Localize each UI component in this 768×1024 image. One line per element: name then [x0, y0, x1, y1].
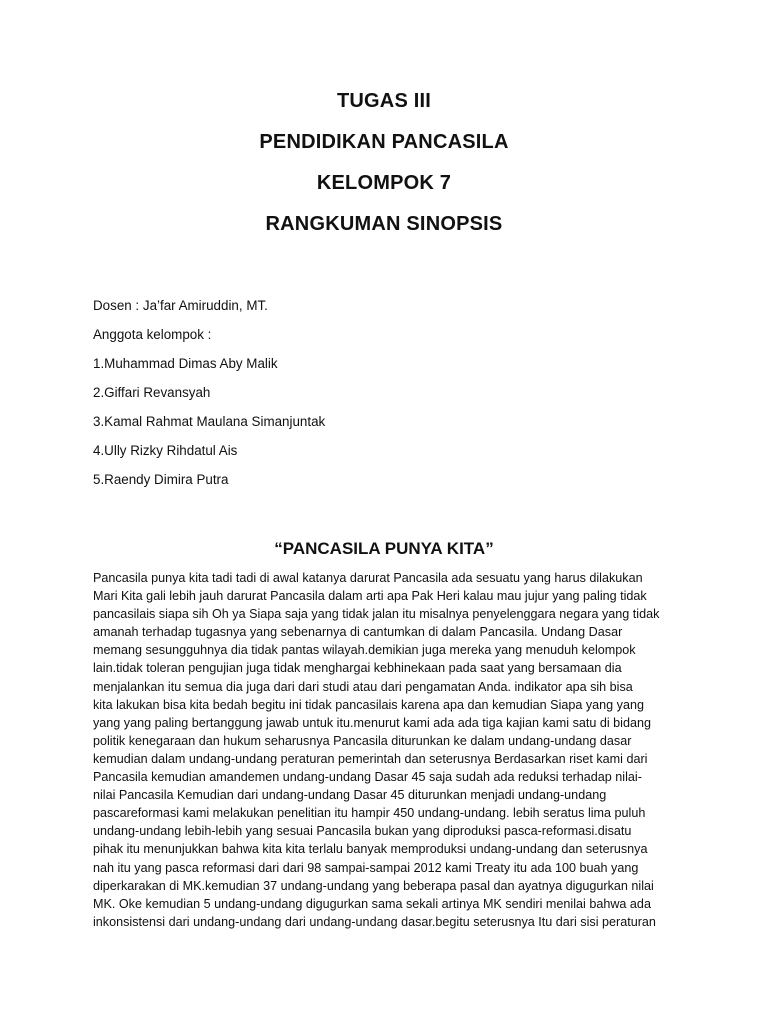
essay-line: kita lakukan bisa kita bedah begitu ini tidak pancasilais karena apa dan kemudian Siapa yang yang [93, 697, 644, 712]
essay-line: yang yang paling bertanggung jawab untuk itu.menurut kami ada ada tiga kajian kami satu di bidang [93, 715, 651, 730]
essay-line: nilai Pancasila Kemudian dari undang-undang Dasar 45 diturunkan menjadi undang-undang [93, 788, 607, 803]
essay-line: memang sesungguhnya dia tidak pantas wilayah.demikian juga mereka yang menuduh kelompok [93, 643, 636, 658]
essay-line: pihak itu menunjukkan bahwa kita kita terlalu banyak memproduksi undang-undang dan seterusnya [93, 842, 648, 857]
essay-line: undang-undang lebih-lebih yang sesuai Pancasila bukan yang diproduksi pasca-reformasi.disatu [93, 824, 632, 839]
member-item: 5.Raendy Dimira Putra [93, 472, 229, 487]
essay-body [93, 569, 683, 931]
essay-line: Pancasila kemudian amandemen undang-undang Dasar 45 saja sudah ada reduksi terhadap nilai- [93, 770, 642, 785]
essay-line: diperkarakan di MK.kemudian 37 undang-undang yang beberapa pasal dan ayatnya digugurkan nilai [93, 878, 654, 893]
meta-block [93, 297, 693, 500]
essay-line: politik kenegaraan dan hukum seharusnya Pancasila diturunkan ke dalam undang-undang dasar [93, 733, 632, 748]
title-group: KELOMPOK 7 [316, 172, 452, 194]
essay-line: inkonsistensi dari undang-undang dari undang-undang dasar.begitu seterusnya Itu dari sisi peraturan [93, 914, 656, 929]
essay-line: Pancasila punya kita tadi tadi di awal katanya darurat Pancasila ada sesuatu yang harus dilakukan [93, 571, 643, 585]
essay-line: pascareformasi kami melakukan penelitian itu hampir 450 undang-undang. lebih seratus lima puluh [93, 806, 646, 821]
essay-line: Mari Kita gali lebih jauh darurat Pancasila dalam arti apa Pak Heri kalau mau jujur yang paling tidak [93, 589, 647, 604]
essay-line: kemudian dalam undang-undang peraturan pemerintah dan seterusnya Berdasarkan riset kami dari [93, 751, 648, 766]
lecturer-line: Dosen : Ja’far Amiruddin, MT. [93, 298, 268, 313]
title-assignment: TUGAS III [336, 90, 432, 112]
essay-line: lain.tidak toleran pengujian juga tidak menghargai kebhinekaan pada saat yang bersamaan dia [93, 661, 622, 676]
member-item: 4.Ully Rizky Rihdatul Ais [93, 443, 238, 458]
essay-line: MK. Oke kemudian 5 undang-undang digugurkan sama sekali artinya MK sendiri menilai bahwa ada [93, 896, 651, 911]
title-block [0, 88, 768, 252]
essay-line: pancasilais siapa sih Oh ya Siapa saja yang tidak jalan itu misalnya penyelenggara negara yang tidak [93, 607, 660, 622]
member-item: 2.Giffari Revansyah [93, 385, 211, 400]
member-item: 1.Muhammad Dimas Aby Malik [93, 356, 278, 371]
title-course: PENDIDIKAN PANCASILA [259, 131, 509, 153]
essay-line: menjalankan itu semua dia juga dari dari studi atau dari pengamatan Anda. indikator apa sih bisa [93, 679, 633, 694]
members-label: Anggota kelompok : [93, 327, 212, 342]
essay-line: nah itu yang pasca reformasi dari dari 98 sampai-sampai 2012 kami Treaty itu ada 100 buah yang [93, 860, 639, 875]
title-summary: RANGKUMAN SINOPSIS [265, 213, 503, 235]
essay-title: “PANCASILA PUNYA KITA” [274, 539, 494, 558]
member-item: 3.Kamal Rahmat Maulana Simanjuntak [93, 414, 326, 429]
essay-line: amanah terhadap tugasnya yang sebenarnya di cantumkan di dalam Pancasila. Undang Dasar [93, 625, 623, 640]
